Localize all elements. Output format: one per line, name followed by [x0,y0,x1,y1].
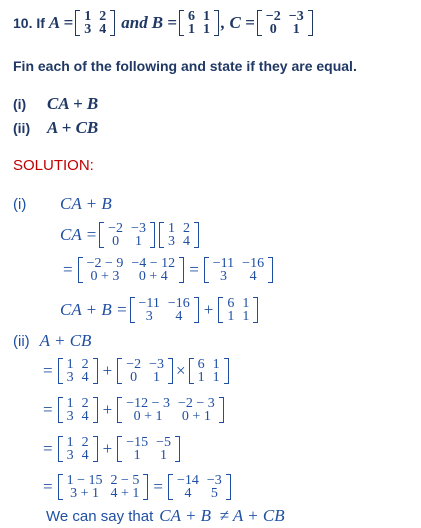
matrix-grid [80,10,110,36]
matrix-c-sol [99,222,155,248]
matrix-cell: 0 [130,370,138,385]
matrix-grid [135,297,194,323]
matrix-cell: 0 [112,234,120,249]
matrix-grid [63,358,93,384]
matrix-grid [122,397,219,423]
matrix-cell: −3 [131,221,146,236]
matrix-cell: 2 [182,221,190,236]
matrix-cell: −15 [126,435,149,450]
matrix-cell: 1 [212,370,220,385]
matrix-cell: −5 [156,435,171,450]
bracket-right [308,10,313,36]
matrix-sum-step [58,474,149,500]
bracket-right [93,436,98,462]
matrix-ca-result-2 [130,297,199,323]
matrix-cell: 3 [66,370,74,385]
ca-step-line: = −2 − 9 −4 − 12 0 + 3 0 + 4 = −11 −16 3 4 [60,252,275,288]
instruction: Fin each of the following and state if they are equal. [13,58,357,74]
bracket-right [268,257,273,283]
bracket-right [93,397,98,423]
matrix-grid [173,474,226,500]
matrix-cell: −2 − 3 [177,396,215,411]
matrix-cell: −16 [242,256,265,271]
matrix-cell: −12 − 3 [126,396,170,411]
matrix-cell: 4 [182,234,190,249]
matrix-cell: 3 [66,448,74,463]
matrix-cell: 0 + 1 [133,409,163,424]
matrix-cb-step [117,397,224,423]
part-ii-step1: = 1 2 3 4 + −2 −3 0 1 × 6 1 1 1 [40,354,231,388]
matrix-a-p2-s3 [58,436,98,462]
matrix-grid [194,358,224,384]
part-ii-step4: = 1 − 15 2 − 5 3 + 1 4 + 1 = −14 −3 4 5 [40,469,233,505]
matrix-cell: 1 [66,357,74,372]
cab-line: CA + B = −11 −16 3 4 + 6 1 1 1 [60,292,260,328]
matrix-cell: 3 [66,409,74,424]
matrix-cell: 2 − 5 [110,473,140,488]
matrix-grid [63,474,144,500]
matrix-cell: −3 [288,9,304,24]
matrix-cell: 4 [184,486,192,501]
matrix-cell: 6 [197,357,205,372]
matrix-grid [184,10,214,36]
matrix-cell: 6 [227,296,235,311]
matrix-cell: 3 [145,309,153,324]
matrix-b-p2 [189,358,229,384]
bracket-right [168,358,173,384]
matrix-cell: −3 [149,357,164,372]
bracket-right [110,10,115,36]
bracket-right [143,474,148,500]
matrix-a [75,10,115,36]
part-ii-heading: (ii) A + CB [13,331,92,350]
bracket-right [93,358,98,384]
part-ii-question: (ii) A + CB [13,118,99,137]
bracket-right [214,10,219,36]
matrix-cell: 0 + 4 [138,269,168,284]
matrix-a-p2 [58,358,98,384]
matrix-b-sol [218,297,258,323]
matrix-grid [209,257,268,283]
matrix-cell: 4 [249,269,257,284]
solution-heading: SOLUTION: [13,157,94,174]
matrix-grid [262,10,308,36]
matrix-cell: 1 [197,370,205,385]
matrix-cell: −2 − 9 [86,256,124,271]
matrix-cell: −3 [206,473,222,488]
matrix-grid [63,436,93,462]
matrix-cell: −2 [126,357,142,372]
matrix-grid [223,297,253,323]
matrix-cell: 4 [81,370,89,385]
matrix-cell: 1 [66,435,74,450]
matrix-cell: 2 [99,9,107,24]
matrix-cell: 1 [135,234,142,249]
bracket-right [253,297,258,323]
matrix-cell: 1 − 15 [66,473,103,488]
matrix-cell: 1 [153,370,161,385]
conclusion: We can say that CA + B ≠ A + CB [46,506,285,525]
label-c: , C = [221,13,255,32]
matrix-cell: 1 [227,309,235,324]
matrix-cell: 6 [188,9,195,24]
matrix-cell: 0 [269,22,277,37]
bracket-right [150,222,155,248]
matrix-cell: 1 [242,309,250,324]
matrix-cell: 2 [81,396,89,411]
label-a: A = [48,13,74,32]
matrix-sum-result [168,474,231,500]
matrix-cell: 1 [133,448,141,463]
matrix-cell: 0 + 3 [90,269,120,284]
matrix-cell: −11 [212,256,235,271]
label-and: and [121,13,148,32]
label-b: B = [151,13,177,32]
matrix-cell: 1 [242,296,250,311]
bracket-right [219,397,224,423]
ca-line: CA = −2 −3 0 1 1 2 3 4 [60,218,201,252]
matrix-cell: 0 + 1 [181,409,211,424]
part-ii-step2: = 1 2 3 4 + −12 − 3 −2 − 3 0 + 1 0 + 1 [40,392,226,428]
matrix-cell: 4 [81,409,89,424]
matrix-ca-step [78,257,185,283]
matrix-cell: 3 [84,22,92,37]
bracket-right [194,297,199,323]
matrix-cell: 1 [84,9,92,24]
matrix-cell: 1 [212,357,220,372]
matrix-cell: −2 [265,9,281,24]
matrix-cell: 2 [81,357,89,372]
bracket-right [179,257,184,283]
matrix-cell: 5 [210,486,218,501]
matrix-grid [83,257,180,283]
matrix-grid [104,222,150,248]
matrix-cell: −16 [167,296,190,311]
part-ii-step3: = 1 2 3 4 + −15 −5 1 1 [40,432,182,466]
matrix-cell: 3 [219,269,227,284]
matrix-cell: 4 [175,309,183,324]
matrix-cell: 3 + 1 [70,486,99,501]
matrix-cell: 4 + 1 [110,486,140,501]
matrix-cell: 3 [167,234,175,249]
matrix-a-p2-s2 [58,397,98,423]
matrix-cell: 1 [203,22,210,37]
matrix-cell: −4 − 12 [131,256,176,271]
matrix-cell: 1 [292,22,300,37]
matrix-cell: 4 [81,448,89,463]
matrix-grid [63,397,93,423]
matrix-c-p2 [117,358,173,384]
matrix-cell: −11 [138,296,160,311]
bracket-right [194,222,199,248]
bracket-right [175,436,180,462]
matrix-cell: −2 [108,221,124,236]
matrix-cb-result [117,436,180,462]
question-number: 10. If [13,15,45,31]
matrix-cell: 1 [160,448,168,463]
bracket-right [226,474,231,500]
matrix-grid [164,222,194,248]
matrix-ca-result [204,257,273,283]
matrix-b [179,10,219,36]
matrix-cell: 2 [81,435,89,450]
matrix-cell: 4 [99,22,107,37]
bracket-right [224,358,229,384]
matrix-grid [122,358,168,384]
question-line [13,8,315,38]
matrix-cell: 1 [188,22,195,37]
matrix-cell: 1 [66,396,74,411]
matrix-cell: −14 [177,473,199,488]
matrix-cell: 1 [203,9,210,24]
matrix-grid [122,436,175,462]
matrix-a-sol [159,222,199,248]
part-i-heading: (i) CA + B [13,194,112,213]
part-i-question: (i) CA + B [13,94,99,113]
matrix-c [257,10,313,36]
matrix-cell: 1 [167,221,175,236]
